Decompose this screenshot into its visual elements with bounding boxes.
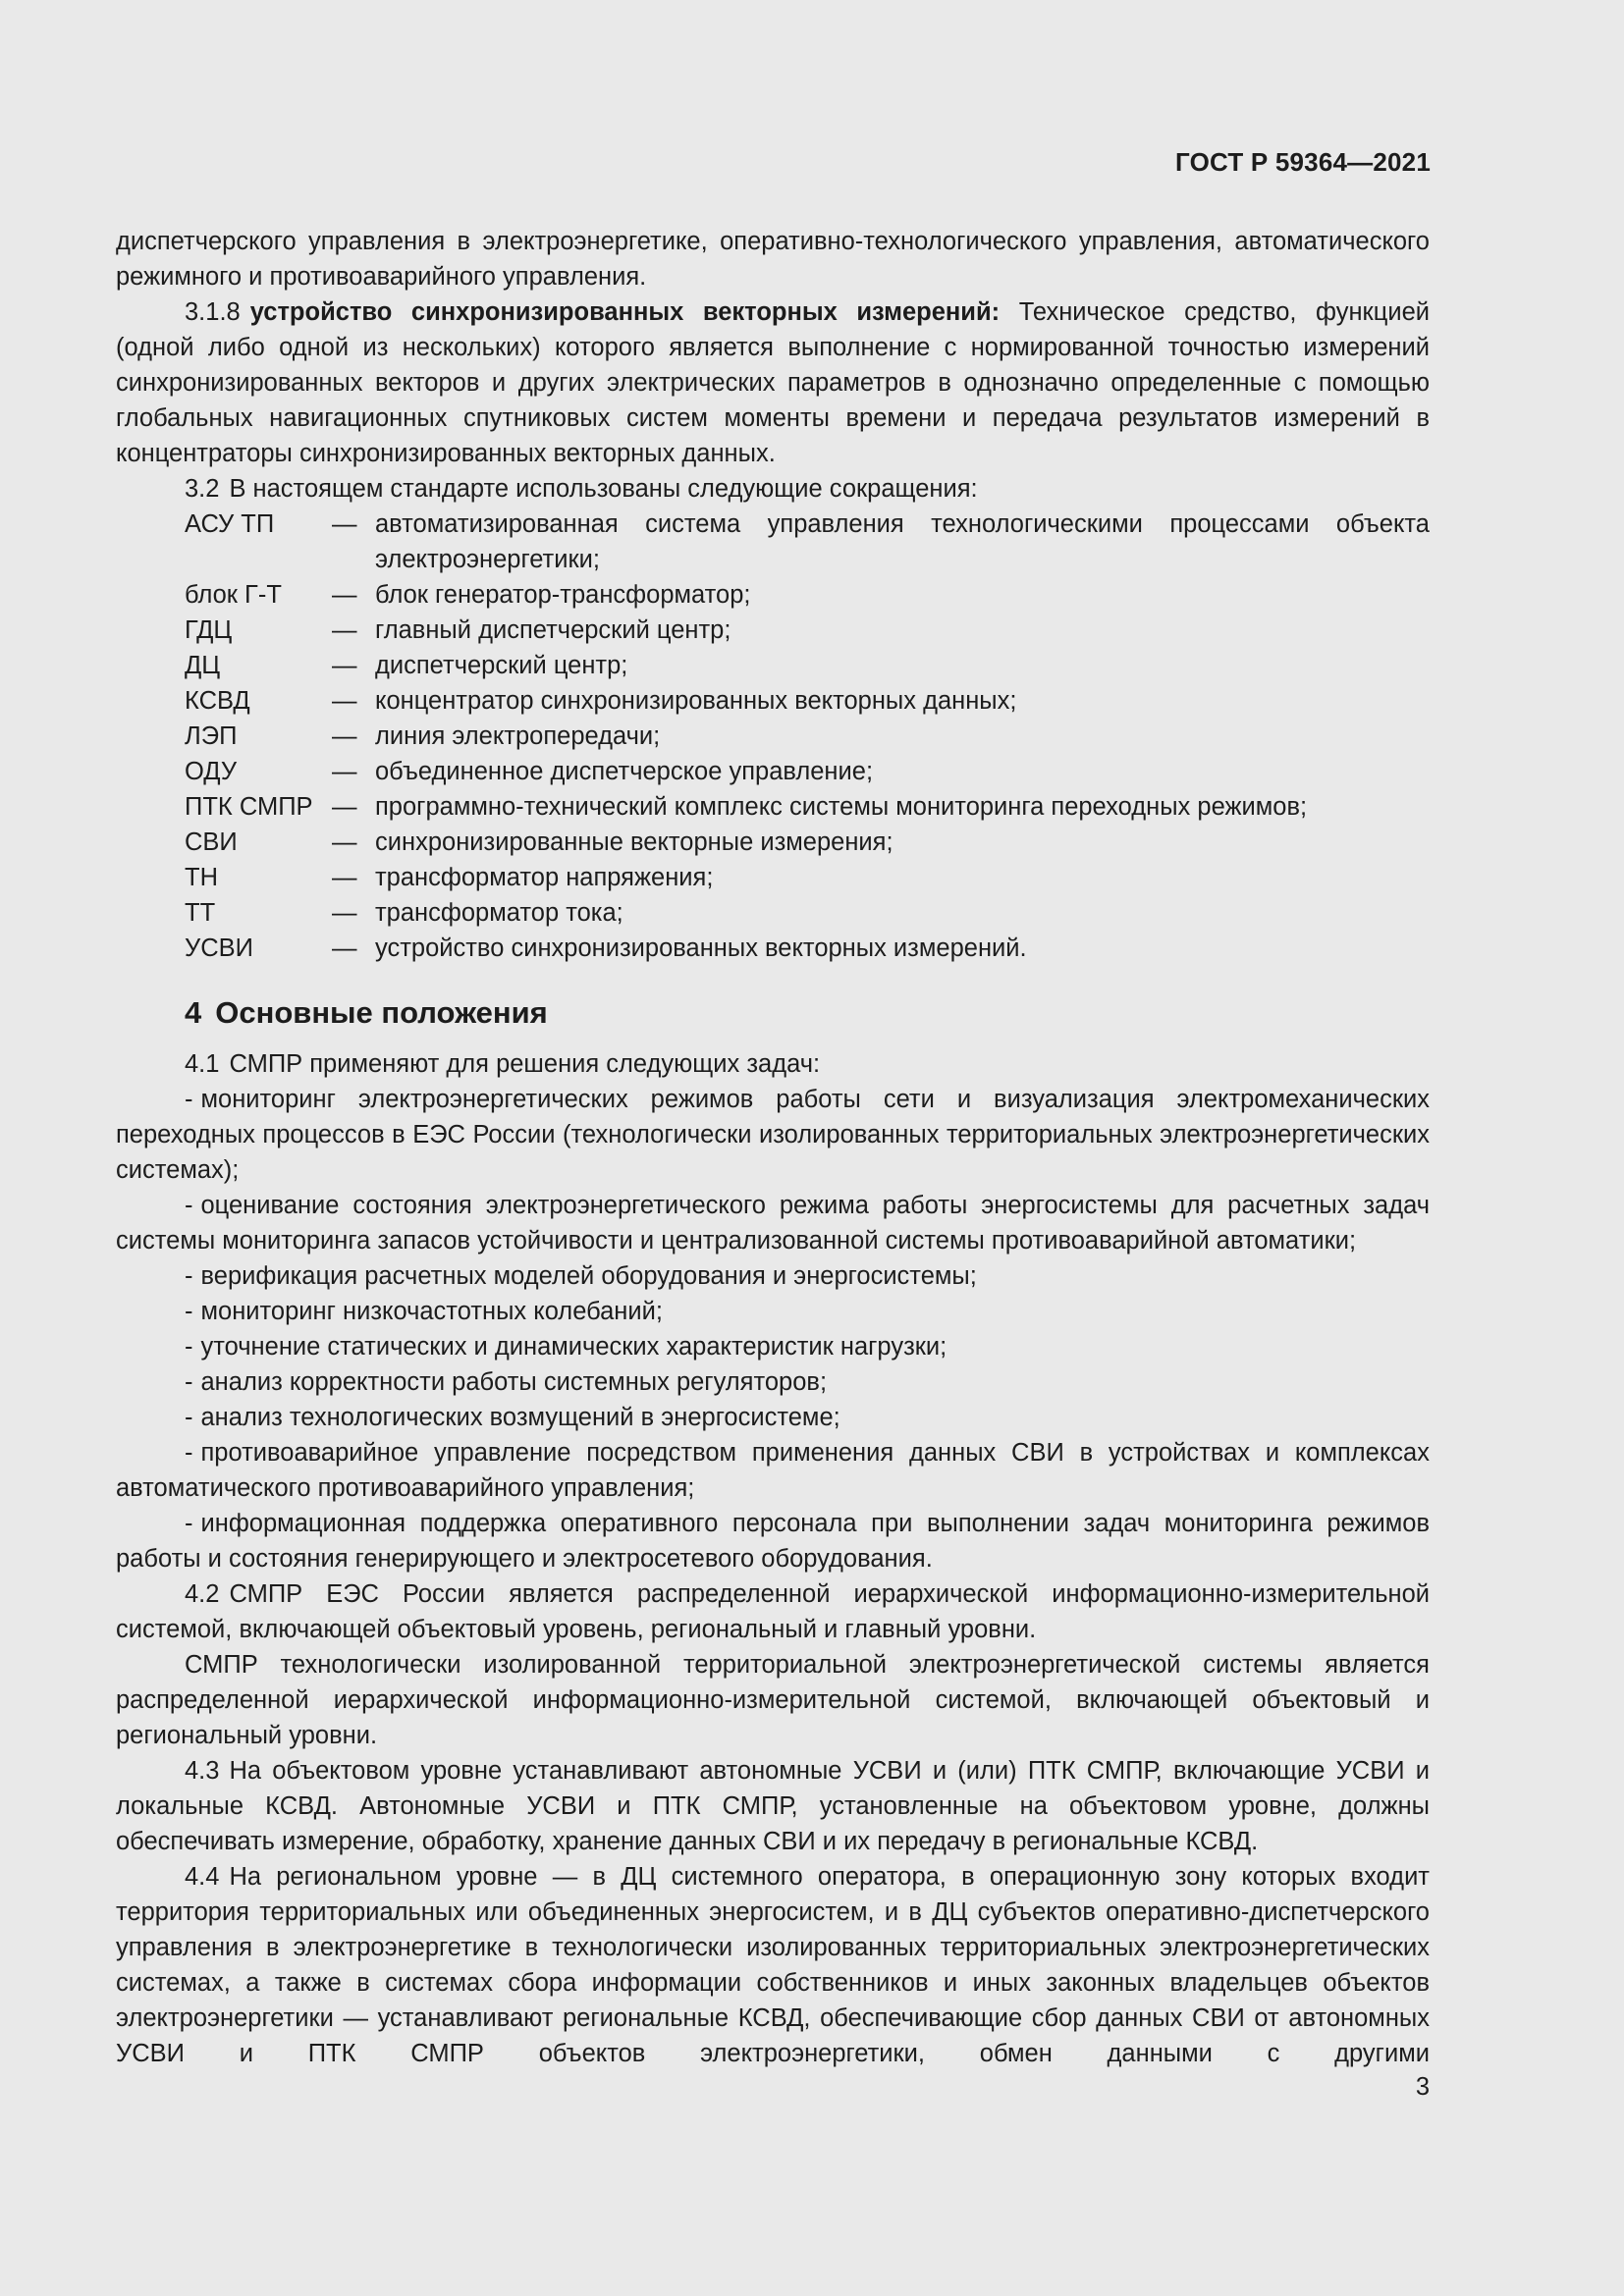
abbreviation-dash: — <box>332 616 357 644</box>
abbreviation-dash: — <box>332 581 357 609</box>
clause-number: 3.1.8 <box>185 298 241 326</box>
list-item <box>116 1435 1430 1506</box>
abbreviation-key: ПТК СМПР <box>185 793 313 821</box>
clause-4-2-continuation: СМПР технологически изолированной территориальной электроэнергетической системы является распределенной иерархической информационно-измерительной системой, включающей объектовый и региональный уровни. <box>116 1651 1430 1749</box>
clause-number: 4.2 <box>185 1580 220 1608</box>
page-number: 3 <box>1415 2073 1430 2101</box>
abbreviation-dash: — <box>332 510 357 538</box>
clause-number: 4.1 <box>185 1050 220 1078</box>
list-item <box>116 1329 1430 1364</box>
abbreviation-row <box>116 719 1430 754</box>
bullet-mark: - <box>185 1298 193 1325</box>
list-item-text: мониторинг низкочастотных колебаний; <box>200 1298 663 1325</box>
abbreviation-row <box>116 577 1430 613</box>
bullet-mark: - <box>185 1510 193 1537</box>
abbreviation-value: автоматизированная система управления технологическими процессами объекта электроэнергетики; <box>375 510 1430 573</box>
section-number: 4 <box>185 995 202 1030</box>
abbreviation-value: трансформатор напряжения; <box>375 864 714 891</box>
abbreviation-row <box>116 895 1430 931</box>
clause-text: На объектовом уровне устанавливают автономные УСВИ и (или) ПТК СМПР, включающие УСВИ и локальные КСВД. Автономные УСВИ и ПТК СМПР, установленные на объектовом уровне, должны обеспечивать измерение, обработку, хранение данных СВИ и их передачу в региональные КСВД. <box>116 1757 1430 1855</box>
abbreviation-value: трансформатор тока; <box>375 899 623 927</box>
abbreviation-dash: — <box>332 687 357 715</box>
abbreviation-dash: — <box>332 652 357 679</box>
list-item-text: мониторинг электроэнергетических режимов работы сети и визуализация электромеханических переходных процессов в ЕЭС России (технологически изолированных территориальных электроэнергетических системах); <box>116 1086 1430 1184</box>
abbreviation-value: линия электропередачи; <box>375 722 661 750</box>
list-item-text: анализ технологических возмущений в энергосистеме; <box>200 1404 840 1431</box>
abbreviation-key: КСВД <box>185 687 250 715</box>
list-item <box>116 1294 1430 1329</box>
intro-continuation: диспетчерского управления в электроэнергетике, оперативно-технологического управления, автоматического режимного и противоаварийного управления. <box>116 228 1430 291</box>
abbreviation-key: СВИ <box>185 828 238 856</box>
list-item-text: уточнение статических и динамических характеристик нагрузки; <box>200 1333 947 1361</box>
abbreviation-value: объединенное диспетчерское управление; <box>375 758 874 785</box>
abbreviation-key: ОДУ <box>185 758 238 785</box>
list-item-text: информационная поддержка оперативного персонала при выполнении задач мониторинга режимов работы и состояния генерирующего и электросетевого оборудования. <box>116 1510 1430 1573</box>
bullet-mark: - <box>185 1192 193 1219</box>
abbreviation-value: главный диспетчерский центр; <box>375 616 731 644</box>
clause-4-2 <box>116 1576 1430 1647</box>
clause-number: 4.3 <box>185 1757 220 1785</box>
abbreviation-value: диспетчерский центр; <box>375 652 628 679</box>
list-item <box>116 1400 1430 1435</box>
bullet-mark: - <box>185 1086 193 1113</box>
abbreviation-dash: — <box>332 828 357 856</box>
abbreviation-row <box>116 825 1430 860</box>
bullet-mark: - <box>185 1404 193 1431</box>
abbreviation-value: блок генератор-трансформатор; <box>375 581 751 609</box>
abbreviation-row <box>116 648 1430 683</box>
list-item <box>116 1188 1430 1258</box>
abbreviation-dash: — <box>332 899 357 927</box>
standard-id-header: ГОСТ Р 59364—2021 <box>1175 147 1431 177</box>
list-item <box>116 1258 1430 1294</box>
bullet-mark: - <box>185 1262 193 1290</box>
abbreviation-row <box>116 754 1430 789</box>
clause-number: 4.4 <box>185 1863 220 1891</box>
abbreviation-dash: — <box>332 758 357 785</box>
section-title: Основные положения <box>215 995 548 1030</box>
abbreviation-key: блок Г-Т <box>185 581 282 609</box>
abbreviation-row <box>116 789 1430 825</box>
clause-4-4 <box>116 1859 1430 2071</box>
clause-number: 3.2 <box>185 475 220 503</box>
abbreviation-row <box>116 683 1430 719</box>
abbreviation-list <box>116 507 1430 966</box>
defined-term: устройство синхронизированных векторных измерений: <box>249 298 1001 326</box>
clause-text: В настоящем стандарте использованы следующие сокращения: <box>229 475 978 503</box>
task-list <box>116 1082 1430 1576</box>
bullet-mark: - <box>185 1333 193 1361</box>
abbreviation-key: ТН <box>185 864 218 891</box>
list-item <box>116 1364 1430 1400</box>
abbreviation-row <box>116 931 1430 966</box>
list-item <box>116 1082 1430 1188</box>
list-item-text: оценивание состояния электроэнергетического режима работы энергосистемы для расчетных задач системы мониторинга запасов устойчивости и централизованной системы противоаварийной автоматики; <box>116 1192 1430 1255</box>
clause-text: СМПР применяют для решения следующих задач: <box>229 1050 821 1078</box>
abbreviation-key: ЛЭП <box>185 722 238 750</box>
clause-4-1 <box>116 1046 1430 1082</box>
list-item-text: верификация расчетных моделей оборудования и энергосистемы; <box>200 1262 977 1290</box>
clause-text: СМПР ЕЭС России является распределенной иерархической информационно-измерительной системой, включающей объектовый уровень, региональный и главный уровни. <box>116 1580 1430 1643</box>
page-content <box>116 224 1430 2071</box>
clause-text: На региональном уровне — в ДЦ системного оператора, в операционную зону которых входит территория территориальных или объединенных энергосистем, и в ДЦ субъектов оперативно-диспетчерского управления в электроэнергетике в технологически изолированных территориальных электроэнергетических системах, а также в системах сбора информации собственников и иных законных владельцев объектов электроэнергетики — устанавливают региональные КСВД, обеспечивающие сбор данных СВИ от автономных УСВИ и ПТК СМПР объектов электроэнергетики, обмен данными с другими <box>116 1863 1430 2067</box>
abbreviation-key: ТТ <box>185 899 216 927</box>
abbreviation-key: УСВИ <box>185 934 253 962</box>
definition-3-1-8 <box>116 294 1430 471</box>
list-item-text: анализ корректности работы системных регуляторов; <box>200 1368 828 1396</box>
abbreviation-dash: — <box>332 722 357 750</box>
abbreviation-key: ДЦ <box>185 652 221 679</box>
abbreviation-row <box>116 507 1430 577</box>
list-item-text: противоаварийное управление посредством применения данных СВИ в устройствах и комплексах автоматического противоаварийного управления; <box>116 1439 1430 1502</box>
clause-3-2 <box>116 471 1430 507</box>
abbreviation-key: АСУ ТП <box>185 510 275 538</box>
section-heading <box>185 993 1430 1033</box>
abbreviation-dash: — <box>332 793 357 821</box>
abbreviation-key: ГДЦ <box>185 616 233 644</box>
clause-4-3 <box>116 1753 1430 1859</box>
abbreviation-value: синхронизированные векторные измерения; <box>375 828 893 856</box>
abbreviation-row <box>116 860 1430 895</box>
bullet-mark: - <box>185 1368 193 1396</box>
abbreviation-dash: — <box>332 934 357 962</box>
definition-text: Техническое средство, функцией (одной либо одной из нескольких) которого является выполнение с нормированной точностью измерений синхронизированных векторов и других электрических параметров в однозначно определенные с помощью глобальных навигационных спутниковых систем моменты времени и передача результатов измерений в концентраторы синхронизированных векторных данных. <box>116 298 1430 467</box>
abbreviation-value: концентратор синхронизированных векторных данных; <box>375 687 1017 715</box>
abbreviation-value: устройство синхронизированных векторных измерений. <box>375 934 1027 962</box>
bullet-mark: - <box>185 1439 193 1467</box>
abbreviation-dash: — <box>332 864 357 891</box>
list-item <box>116 1506 1430 1576</box>
abbreviation-row <box>116 613 1430 648</box>
abbreviation-value: программно-технический комплекс системы мониторинга переходных режимов; <box>375 793 1308 821</box>
